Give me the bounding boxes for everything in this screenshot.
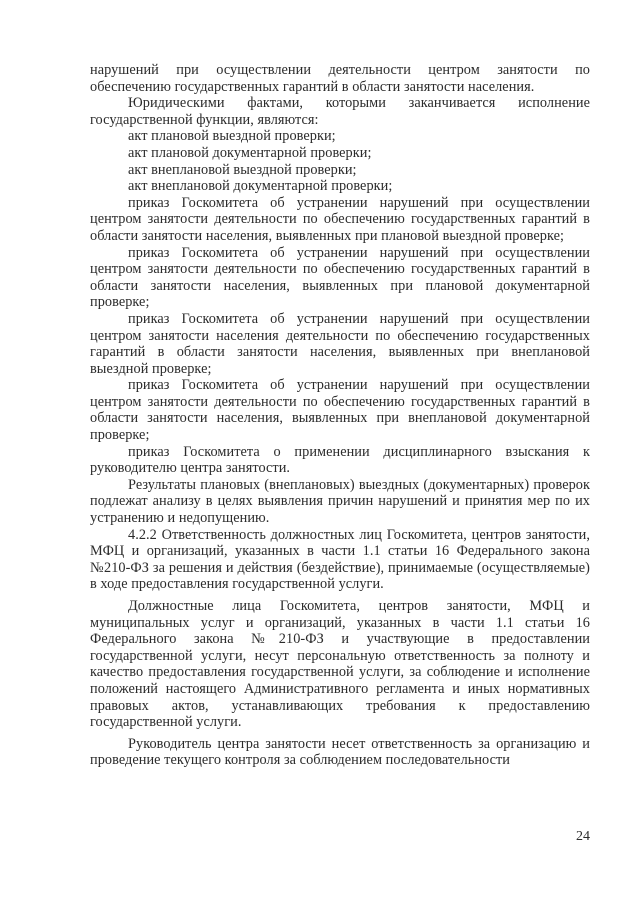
paragraph-head-responsibility: Руководитель центра занятости несет ответственность за организацию и проведение текущего контроля за соблюдением последовательности: [90, 735, 590, 769]
list-item: акт плановой выездной проверки;: [128, 128, 336, 145]
paragraph-order: приказ Госкомитета об устранении нарушений при осуществлении центром занятости деятельности по обеспечению государственных гарантий в области занятости населения, выявленных при плановой выездной проверке;: [90, 194, 590, 244]
page-number: 24: [576, 829, 590, 844]
list-item: акт плановой документарной проверки;: [128, 144, 372, 161]
paragraph-results: Результаты плановых (внеплановых) выездных (документарных) проверок подлежат анализу в целях выявления причин нарушений и принятия мер по их устранению и недопущению.: [90, 476, 590, 527]
list-item: акт внеплановой выездной проверки;: [128, 161, 357, 178]
paragraph-order: приказ Госкомитета об устранении нарушений при осуществлении центром занятости населения деятельности по обеспечению государственных гарантий в области занятости населения, выявленных при внеплановой выездной проверке;: [90, 310, 590, 377]
paragraph-legal-facts: Юридическими фактами, которыми заканчивается исполнение государственной функции, являются:: [90, 95, 590, 128]
paragraph-order: приказ Госкомитета о применении дисциплинарного взыскания к руководителю центра занятости.: [90, 443, 590, 477]
paragraph-continuation: нарушений при осуществлении деятельности центром занятости по обеспечению государственных гарантий в области занятости населения.: [90, 62, 590, 95]
document-page: [90, 62, 590, 769]
list-item: акт внеплановой документарной проверки;: [128, 178, 393, 195]
paragraph-order: приказ Госкомитета об устранении нарушений при осуществлении центром занятости деятельности по обеспечению государственных гарантий в области занятости населения, выявленных при плановой документарной проверке;: [90, 244, 590, 311]
paragraph-order: приказ Госкомитета об устранении нарушений при осуществлении центром занятости деятельности по обеспечению государственных гарантий в области занятости населения, выявленных при внеплановой документарной проверке;: [90, 377, 590, 444]
paragraph-section-heading: 4.2.2 Ответственность должностных лиц Госкомитета, центров занятости, МФЦ и организаций, указанных в части 1.1 статьи 16 Федерального закона №210-ФЗ за решения и действия (бездействие), принимаемые (осуществляемые) в ходе предоставления государственной услуги.: [90, 526, 590, 593]
paragraph-officials: Должностные лица Госкомитета, центров занятости, МФЦ и муниципальных услуг и организаций, указанных в части 1.1 статьи 16 Федерального закона №210-ФЗ и участвующие в предоставлении государственной услуги, несут персональную ответственность за полноту и качество предоставления государственной услуги, за соблюдение и исполнение положений настоящего Административного регламента и иных нормативных правовых актов, устанавливающих требования к предоставлению государственной услуги.: [90, 598, 590, 731]
